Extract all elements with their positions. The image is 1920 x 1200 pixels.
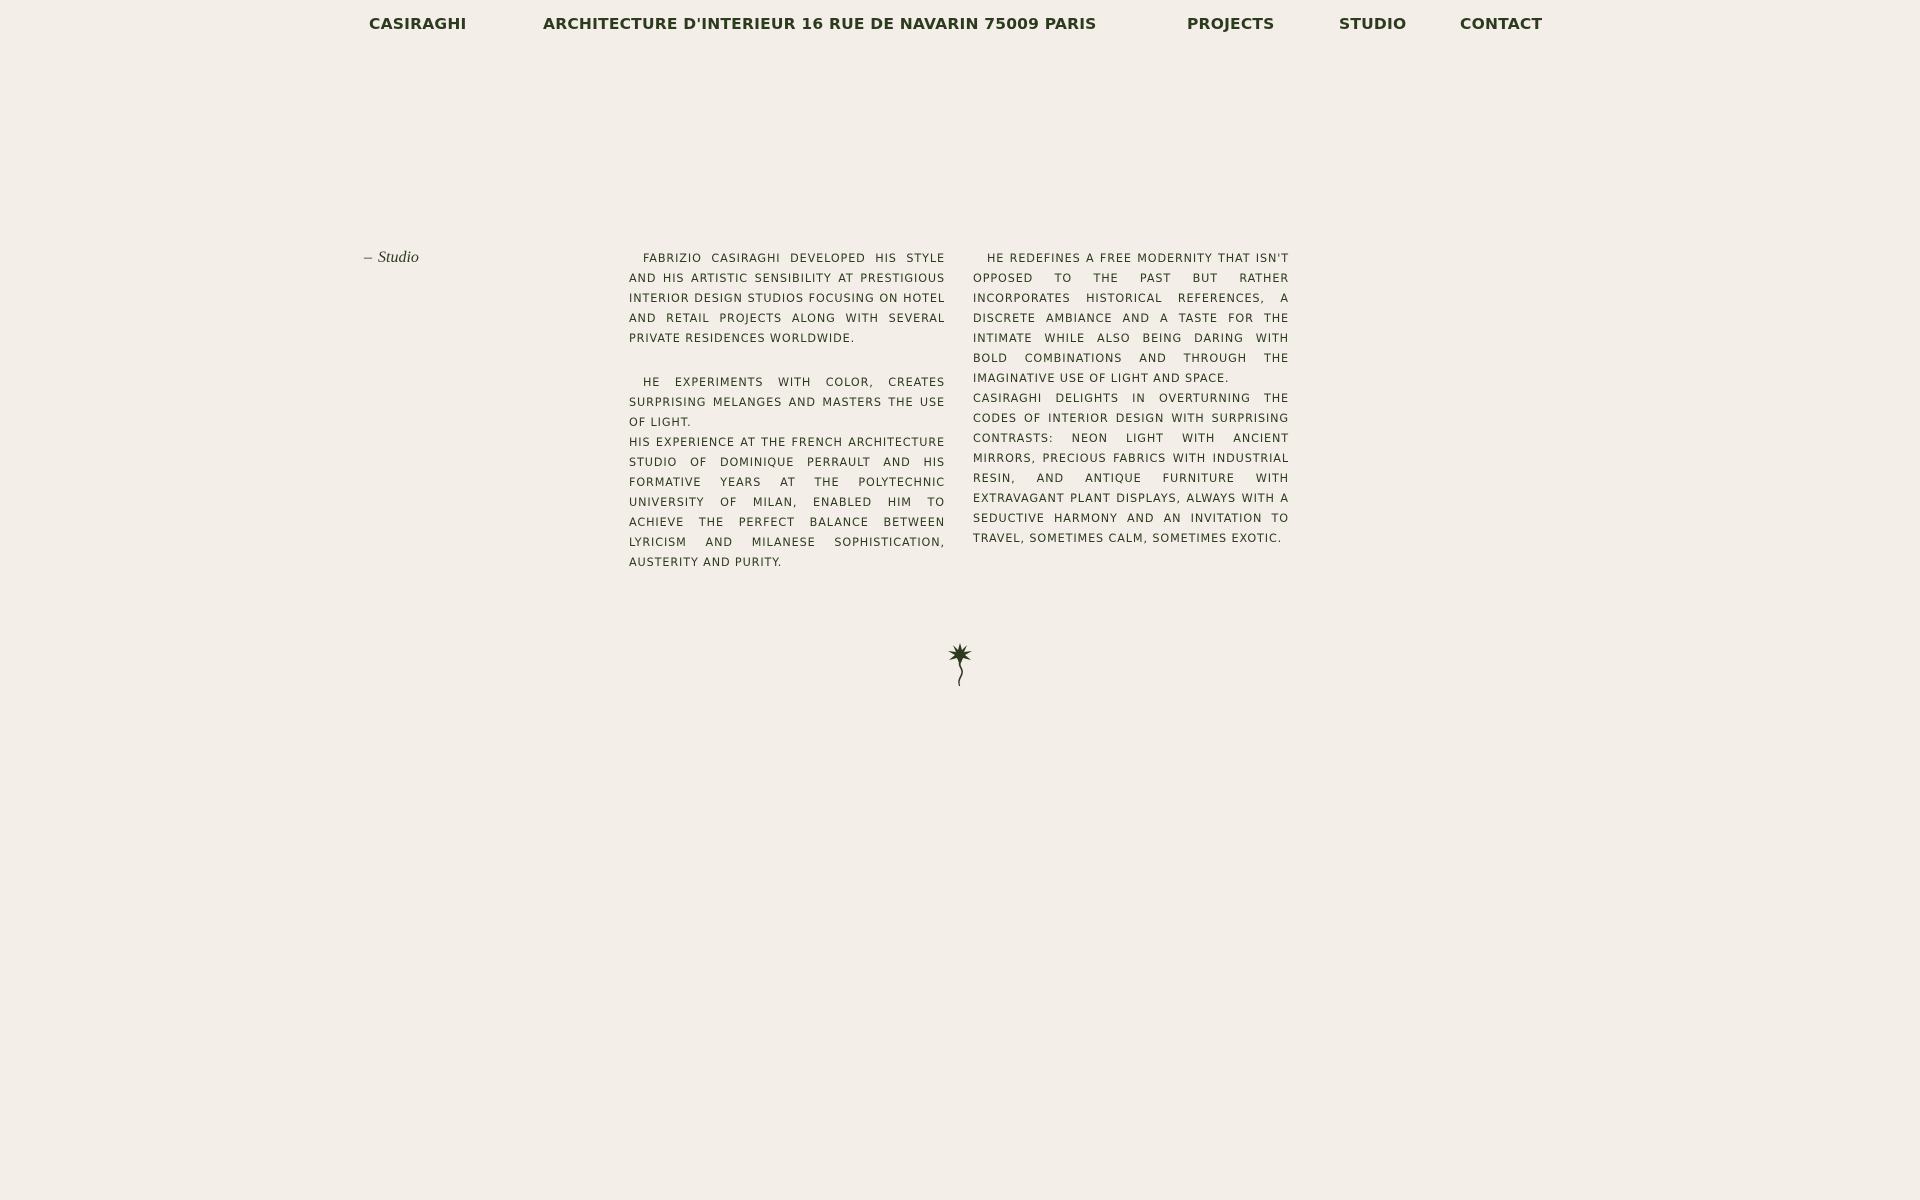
section-label <box>364 249 419 267</box>
nav-studio-link[interactable]: STUDIO <box>1339 15 1407 33</box>
studio-text-right-column <box>973 249 1289 549</box>
studio-text-left-column <box>629 249 945 573</box>
studio-paragraph: FABRIZIO CASIRAGHI DEVELOPED HIS STYLE AND HIS ARTISTIC SENSIBILITY AT PRESTIGIOUS INTERIOR DESIGN STUDIOS FOCUSING ON HOTEL AND RETAIL PROJECTS ALONG WITH SEVERAL PRIVATE RESIDENCES WORLDWIDE. <box>629 252 945 345</box>
studio-paragraph: HIS EXPERIENCE AT THE FRENCH ARCHITECTURE STUDIO OF DOMINIQUE PERRAULT AND HIS FORMATIVE YEARS AT THE POLYTECHNIC UNIVERSITY OF MILAN, ENABLED HIM TO ACHIEVE THE PERFECT BALANCE BETWEEN LYRICISM AND MILANESE SOPHISTICATION, AUSTERITY AND PURITY. <box>629 436 945 569</box>
studio-paragraph: HE EXPERIMENTS WITH COLOR, CREATES SURPRISING MELANGES AND MASTERS THE USE OF LIGHT. <box>629 376 945 429</box>
studio-paragraph: HE REDEFINES A FREE MODERNITY THAT ISN'T OPPOSED TO THE PAST BUT RATHER INCORPORATES HISTORICAL REFERENCES, A DISCRETE AMBIANCE AND A TASTE FOR THE INTIMATE WHILE ALSO BEING DARING WITH BOLD COMBINATIONS AND THROUGH THE IMAGINATIVE USE OF LIGHT AND SPACE. <box>973 252 1289 385</box>
palm-star-icon <box>947 643 973 687</box>
top-navigation <box>0 0 1920 52</box>
nav-contact-link[interactable]: CONTACT <box>1460 15 1543 33</box>
studio-paragraph: CASIRAGHI DELIGHTS IN OVERTURNING THE CODES OF INTERIOR DESIGN WITH SURPRISING CONTRASTS: NEON LIGHT WITH ANCIENT MIRRORS, PRECIOUS FABRICS WITH INDUSTRIAL RESIN, AND ANTIQUE FURNITURE WITH EXTRAVAGANT PLANT DISPLAYS, ALWAYS WITH A SEDUCTIVE HARMONY AND AN INVITATION TO TRAVEL, SOMETIMES CALM, SOMETIMES EXOTIC. <box>973 392 1289 545</box>
address-link[interactable]: ARCHITECTURE D'INTERIEUR 16 RUE DE NAVARIN 75009 PARIS <box>543 15 1097 33</box>
brand-link[interactable]: CASIRAGHI <box>369 15 467 33</box>
section-title: Studio <box>378 249 419 266</box>
section-dash: – <box>364 249 372 266</box>
nav-projects-link[interactable]: PROJECTS <box>1187 15 1275 33</box>
